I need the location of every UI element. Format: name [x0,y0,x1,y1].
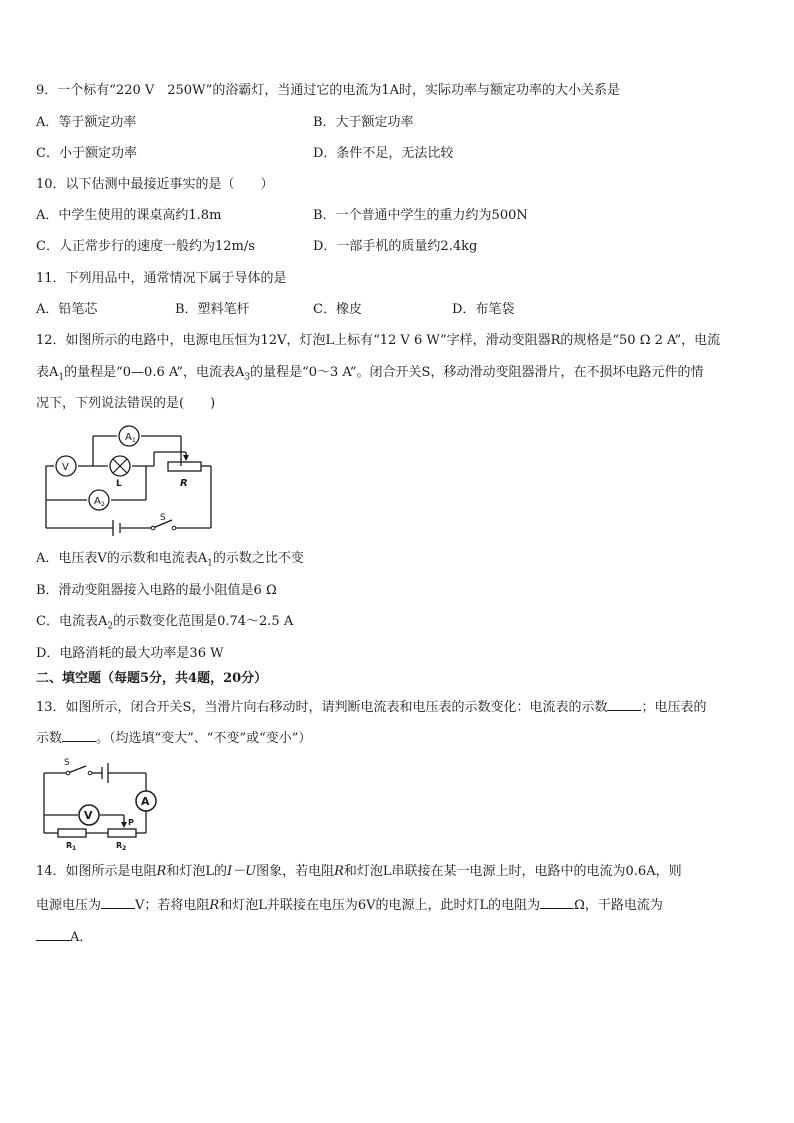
svg-text:2: 2 [101,501,105,508]
q11-options-row [36,301,766,319]
svg-text:V: V [84,809,93,822]
q12-rheostat-label: R [180,478,188,489]
q13-text-b: ；电压表的 [641,700,707,715]
q10-stem: 10．以下估测中最接近事实的是（ ） [36,177,274,192]
q13-blank-current[interactable] [607,696,641,711]
svg-text:V: V [62,462,69,473]
svg-text:A: A [141,795,150,808]
q13-text-c: 示数 [36,731,63,746]
q12-option-a-text-end: 的示数之比不变 [212,551,304,566]
q12-ammeter-a2 [89,490,109,510]
q14-blank-voltage[interactable] [101,894,135,909]
q12-stem-text-b: 的量程是“0—0.6 A”，电流表A [64,365,245,380]
q11-option-b[interactable]: B．塑料笔杆 [175,302,250,317]
q14-text-d: 和灯泡L串联接在某一电源上时，电路中的电流为0.6A，则 [343,864,682,879]
q13-voltmeter [79,805,99,825]
q12-option-c[interactable] [36,613,293,636]
q10-option-a[interactable]: A．中学生使用的课桌高约1.8m [36,208,222,223]
q12-ammeter-a1 [119,426,139,446]
q13-ammeter [136,791,156,811]
q10-options-row2 [36,238,766,256]
q14-line3 [36,926,92,947]
q14-line2 [36,894,663,915]
q14-text-h: Ω，干路电流为 [574,898,663,913]
q12-lamp [110,456,130,489]
q14-text-g: 和灯泡L并联接在电压为6V的电源上，此时灯L的电阻为 [219,898,541,913]
q14-blank-resistance[interactable] [540,894,574,909]
q12-option-c-text-end: 的示数变化范围是0.74～2.5 A [113,614,294,629]
q12-option-a[interactable] [36,550,304,573]
q12-stem-line3: 况下，下列说法错误的是( ) [36,396,216,411]
q13-r1-label [66,841,76,851]
svg-text:A: A [94,496,101,507]
q14-text-f: V；若将电阻 [135,898,210,913]
q11-option-c[interactable]: C．橡皮 [313,302,362,317]
q9-options-row1 [36,114,766,132]
q14-symbol-r: R [156,864,167,879]
q12-option-a-text: A．电压表V的示数和电流表A [36,551,208,566]
q14-text-e: 电源电压为 [36,898,102,913]
q13-text-a: 13．如图所示，闭合开关S，当滑片向右移动时，请判断电流表和电压表的示数变化：电流表的示数 [36,700,608,715]
svg-text:1: 1 [132,437,136,444]
q12-option-b[interactable]: B．滑动变阻器接入电路的最小阻值是6 Ω [36,583,277,598]
q13-line1 [36,696,706,717]
svg-text:1: 1 [72,845,77,851]
q10-option-d[interactable]: D．一部手机的质量约2.4kg [313,239,478,254]
svg-text:A: A [125,432,132,443]
q13-switch-label: S [64,758,70,768]
q14-symbol-iu: I－U [226,864,257,879]
q13-circuit-diagram [38,755,166,851]
svg-text:R: R [66,841,73,850]
q10-option-c[interactable]: C．人正常步行的速度一般约为12m/s [36,239,255,254]
q12-stem-text-c: 的量程是“0～3 A”。闭合开关S，移动滑动变阻器滑片，在不损坏电路元件的情 [250,365,704,380]
q12-option-d[interactable]: D．电路消耗的最大功率是36 W [36,646,224,661]
q12-voltmeter [56,456,76,476]
q14-text-c: 图象，若电阻 [256,864,335,879]
q13-r2-label [116,841,126,851]
q13-slider-label: P [128,818,134,827]
svg-text:L: L [116,479,122,489]
q14-line1 [36,863,682,881]
q9-stem: 9．一个标有“220 V 250W”的浴霸灯，当通过它的电流为1A时，实际功率与额定功率的大小关系是 [36,83,620,98]
q9-option-d[interactable]: D．条件不足，无法比较 [313,146,454,161]
q9-options-row2 [36,145,766,163]
q14-text-a: 14．如图所示是电阻 [36,864,157,879]
q12-switch-label: S [160,513,166,523]
q14-blank-current[interactable] [36,926,70,941]
q14-text-i: A． [70,930,93,945]
q12-stem-sub2: 3 [244,372,251,383]
q9-option-a[interactable]: A．等于额定功率 [36,115,137,130]
q9-option-b[interactable]: B．大于额定功率 [313,115,414,130]
q12-option-a-sub: 1 [207,558,213,569]
q12-stem-line2 [36,364,703,387]
q14-text-b: 和灯泡L的 [166,864,227,879]
q12-circuit-diagram [38,424,218,540]
q10-options-row1 [36,207,766,225]
q13-text-d: 。（均选填“变大”、“不变”或“变小”） [96,731,312,746]
q14-symbol-r3: R [209,898,220,913]
q10-option-b[interactable]: B．一个普通中学生的重力约为500N [313,208,528,223]
svg-text:2: 2 [122,845,127,851]
q12-stem-sub1: 1 [58,372,65,383]
section-2-heading: 二、填空题（每题5分，共4题，20分） [36,671,268,686]
q11-option-a[interactable]: A．铅笔芯 [36,302,98,317]
q9-option-c[interactable]: C．小于额定功率 [36,146,137,161]
q12-stem-line1: 12．如图所示的电路中，电源电压恒为12V，灯泡L上标有“12 V 6 W”字样，滑动变阻器R的规格是“50 Ω 2 A”，电流 [36,333,721,348]
q11-stem: 11．下列用品中，通常情况下属于导体的是 [36,271,287,286]
q11-option-d[interactable]: D．布笔袋 [452,302,515,317]
svg-text:R: R [116,841,123,850]
q12-option-c-text: C．电流表A [36,614,108,629]
q13-blank-voltage[interactable] [62,727,96,742]
q14-symbol-r2: R [334,864,344,879]
q12-option-c-sub: 2 [107,621,114,632]
q12-stem-text-a: 表A [36,365,59,380]
q13-line2 [36,727,311,748]
